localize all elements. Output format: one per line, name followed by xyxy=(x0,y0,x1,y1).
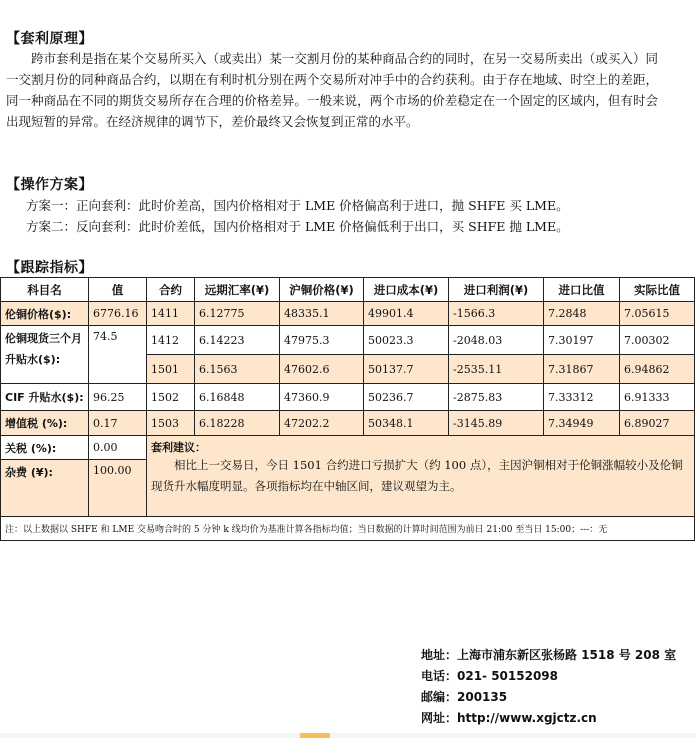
contract-cell: 1501 xyxy=(147,355,195,384)
import-ratio-cell: 7.31867 xyxy=(544,355,620,384)
import-cost-cell: 50236.7 xyxy=(364,384,449,411)
import-profit-cell: -3145.89 xyxy=(449,411,544,436)
fx-cell: 6.1563 xyxy=(195,355,280,384)
fx-cell: 6.16848 xyxy=(195,384,280,411)
row-label: CIF 升贴水($): xyxy=(1,384,89,411)
import-cost-cell: 49901.4 xyxy=(364,302,449,326)
bottom-accent xyxy=(300,733,330,738)
cu-price-cell: 47202.2 xyxy=(280,411,364,436)
import-ratio-cell: 7.30197 xyxy=(544,326,620,355)
row-label: 伦铜价格($): xyxy=(1,302,89,326)
table-header-row xyxy=(1,278,695,302)
actual-ratio-cell: 6.89027 xyxy=(620,411,695,436)
import-profit-cell: -1566.3 xyxy=(449,302,544,326)
contact-address: 地址：上海市浦东新区张杨路 1518 号 208 室 xyxy=(421,648,677,662)
import-cost-cell: 50348.1 xyxy=(364,411,449,436)
tariff-label: 关税 (%): xyxy=(1,436,89,460)
cu-price-cell: 48335.1 xyxy=(280,302,364,326)
tracking-heading: 【跟踪指标】 xyxy=(6,260,93,276)
actual-ratio-cell: 7.05615 xyxy=(620,302,695,326)
cu-price-cell: 47975.3 xyxy=(280,326,364,355)
fx-cell: 6.18228 xyxy=(195,411,280,436)
plans-heading: 【操作方案】 xyxy=(6,177,93,193)
import-ratio-cell: 7.34949 xyxy=(544,411,620,436)
row-value: 6776.16 xyxy=(89,302,147,326)
contract-cell: 1411 xyxy=(147,302,195,326)
import-profit-cell: -2875.83 xyxy=(449,384,544,411)
table-row xyxy=(1,326,695,355)
row-label: 增值税 (%): xyxy=(1,411,89,436)
import-cost-cell: 50023.3 xyxy=(364,326,449,355)
table-row xyxy=(1,384,695,411)
fees-label: 杂费 (¥): xyxy=(1,460,89,517)
import-ratio-cell: 7.33312 xyxy=(544,384,620,411)
tariff-value: 0.00 xyxy=(89,436,147,460)
actual-ratio-cell: 7.00302 xyxy=(620,326,695,355)
table-row xyxy=(1,302,695,326)
import-cost-cell: 50137.7 xyxy=(364,355,449,384)
table-row xyxy=(1,436,695,460)
col-header: 进口比值 xyxy=(544,278,620,302)
import-ratio-cell: 7.2848 xyxy=(544,302,620,326)
tracking-table xyxy=(0,277,695,541)
import-profit-cell: -2535.11 xyxy=(449,355,544,384)
row-value: 96.25 xyxy=(89,384,147,411)
contact-postcode: 邮编：200135 xyxy=(421,690,508,704)
actual-ratio-cell: 6.91333 xyxy=(620,384,695,411)
principle-heading: 【套利原理】 xyxy=(6,31,93,47)
cu-price-cell: 47360.9 xyxy=(280,384,364,411)
col-header: 沪铜价格(¥) xyxy=(280,278,364,302)
col-header: 合约 xyxy=(147,278,195,302)
col-header: 进口成本(¥) xyxy=(364,278,449,302)
col-header: 远期汇率(¥) xyxy=(195,278,280,302)
actual-ratio-cell: 6.94862 xyxy=(620,355,695,384)
plan-two: 方案二：反向套利：此时价差低，国内价格相对于 LME 价格偏低利于出口，买 SHFE 抛 LME。 xyxy=(26,219,569,234)
table-note: 注：以上数据以 SHFE 和 LME 交易吻合时的 5 分钟 k 线均价为基准计算各指标均值；当日数据的计算时间范围为前日 21:00 至当日 15:00；---：无 xyxy=(1,517,695,541)
contact-phone: 电话：021- 50152098 xyxy=(421,669,559,683)
col-header: 科目名 xyxy=(1,278,89,302)
fees-value: 100.00 xyxy=(89,460,147,517)
col-header: 值 xyxy=(89,278,147,302)
contract-cell: 1503 xyxy=(147,411,195,436)
contract-cell: 1412 xyxy=(147,326,195,355)
row-value: 0.17 xyxy=(89,411,147,436)
contact-block xyxy=(421,645,676,729)
table-row xyxy=(1,411,695,436)
plan-one: 方案一：正向套利：此时价差高，国内价格相对于 LME 价格偏高利于进口，抛 SHFE 买 LME。 xyxy=(26,198,569,213)
contact-website: 网址：http://www.xgjctz.cn xyxy=(421,711,597,725)
fx-cell: 6.14223 xyxy=(195,326,280,355)
top-line xyxy=(0,0,696,6)
bottom-bar xyxy=(0,733,696,738)
row-value: 74.5 xyxy=(89,326,147,384)
col-header: 进口利润(¥) xyxy=(449,278,544,302)
row-label: 伦铜现货三个月升贴水($): xyxy=(1,326,89,384)
advice-text: 相比上一交易日，今日 1501 合约进口亏损扩大（约 100 点），主因沪铜相对于伦铜涨幅较小及伦铜现货升水幅度明显。各项指标均在中轴区间，建议观望为主。 xyxy=(151,458,683,493)
contract-cell: 1502 xyxy=(147,384,195,411)
principle-body: 跨市套利是指在某个交易所买入（或卖出）某一交割月份的某种商品合约的同时，在另一交易所卖出（或买入）同一交割月份的同种商品合约，以期在有利时机分别在两个交易所对冲手中的合约获利。由于存在地域、时空上的差距，同一种商品在不同的期货交易所存在合理的价格差异。一般来说，两个市场的价差稳定在一个固定的区域内，但有时会出现短暂的异常。在经济规律的调节下，差价最终又会恢复到正常的水平。 xyxy=(6,51,658,129)
advice-title: 套利建议： xyxy=(151,441,206,454)
cu-price-cell: 47602.6 xyxy=(280,355,364,384)
advice-cell xyxy=(147,436,695,517)
col-header: 实际比值 xyxy=(620,278,695,302)
table-note-row xyxy=(1,517,695,541)
import-profit-cell: -2048.03 xyxy=(449,326,544,355)
fx-cell: 6.12775 xyxy=(195,302,280,326)
